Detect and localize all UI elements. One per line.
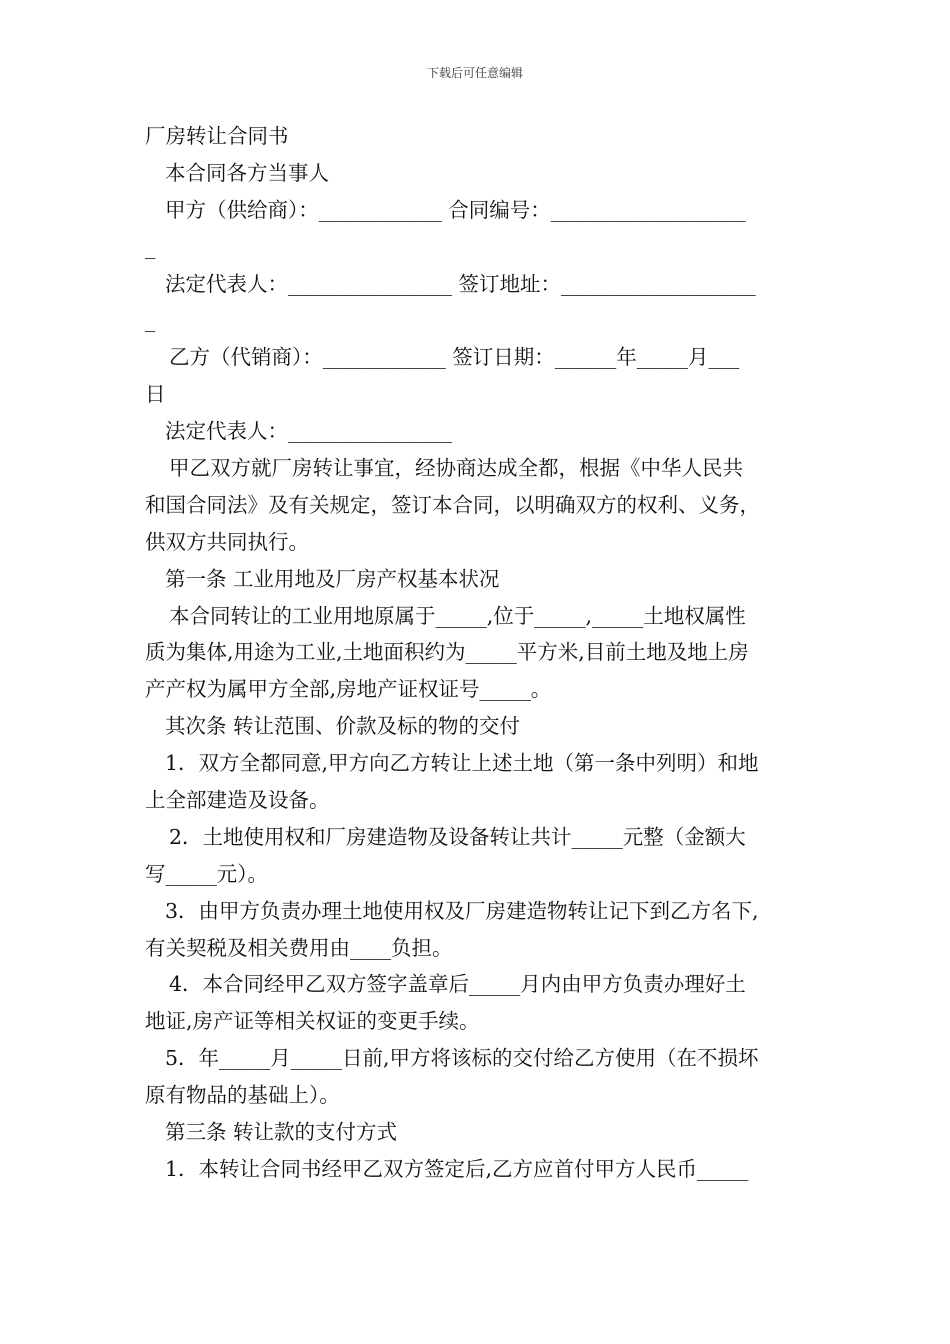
text-line: 本合同转让的工业用地原属于_____,位于_____,_____土地权属性 xyxy=(169,603,746,628)
section-heading: 第一条 工业用地及厂房产权基本状况 xyxy=(165,566,500,591)
text-line: 日 xyxy=(145,382,166,407)
text-line: 法定代表人：________________ xyxy=(165,419,452,444)
text-line: 供双方共同执行。 xyxy=(145,529,309,554)
text-line: _ xyxy=(145,308,156,333)
text-line: 写_____元）。 xyxy=(145,861,268,886)
section-heading: 第三条 转让款的支付方式 xyxy=(165,1120,398,1145)
text-line: 3．由甲方负责办理土地使用权及厂房建造物转让记下到乙方名下, xyxy=(165,898,759,923)
text-line: 法定代表人：________________ 签订地址：___________________ xyxy=(165,271,756,296)
text-line: 产产权为属甲方全部,房地产证权证号_____。 xyxy=(145,677,552,702)
document-title: 厂房转让合同书 xyxy=(145,124,289,148)
text-line: 地证,房产证等相关权证的变更手续。 xyxy=(145,1009,480,1034)
text-line: 质为集体,用途为工业,土地面积约为_____平方米,目前土地及地上房 xyxy=(145,640,749,665)
text-line: _ xyxy=(145,234,156,259)
text-line: 上全部建造及设备。 xyxy=(145,788,330,813)
text-line: 5．年_____月_____日前,甲方将该标的交付给乙方使用（在不损坏 xyxy=(165,1046,759,1071)
text-line: 1．本转让合同书经甲乙双方签定后,乙方应首付甲方人民币_____ xyxy=(165,1156,749,1181)
text-line: 1．双方全都同意,甲方向乙方转让上述土地（第一条中列明）和地 xyxy=(165,751,759,776)
text-line: 本合同各方当事人 xyxy=(165,160,329,185)
text-line: 4．本合同经甲乙双方签字盖章后_____月内由甲方负责办理好土 xyxy=(169,972,746,997)
section-heading: 其次条 转让范围、价款及标的物的交付 xyxy=(165,714,521,739)
text-line: 2．土地使用权和厂房建造物及设备转让共计_____元整（金额大 xyxy=(169,824,746,849)
text-line: 乙方（代销商）：____________ 签订日期：______年_____月___ xyxy=(169,345,740,370)
text-line: 甲乙双方就厂房转让事宜，经协商达成全都，根据《中华人民共 xyxy=(169,456,743,481)
text-line: 有关契税及相关费用由____负担。 xyxy=(145,935,453,960)
text-line: 原有物品的基础上）。 xyxy=(145,1083,340,1108)
page-header: 下载后可任意编辑 xyxy=(426,66,523,80)
text-line: 甲方（供给商）：____________ 合同编号：___________________ xyxy=(165,197,746,222)
text-line: 和国合同法》及有关规定，签订本合同，以明确双方的权利、义务， xyxy=(145,492,760,517)
document-body xyxy=(145,118,809,1188)
